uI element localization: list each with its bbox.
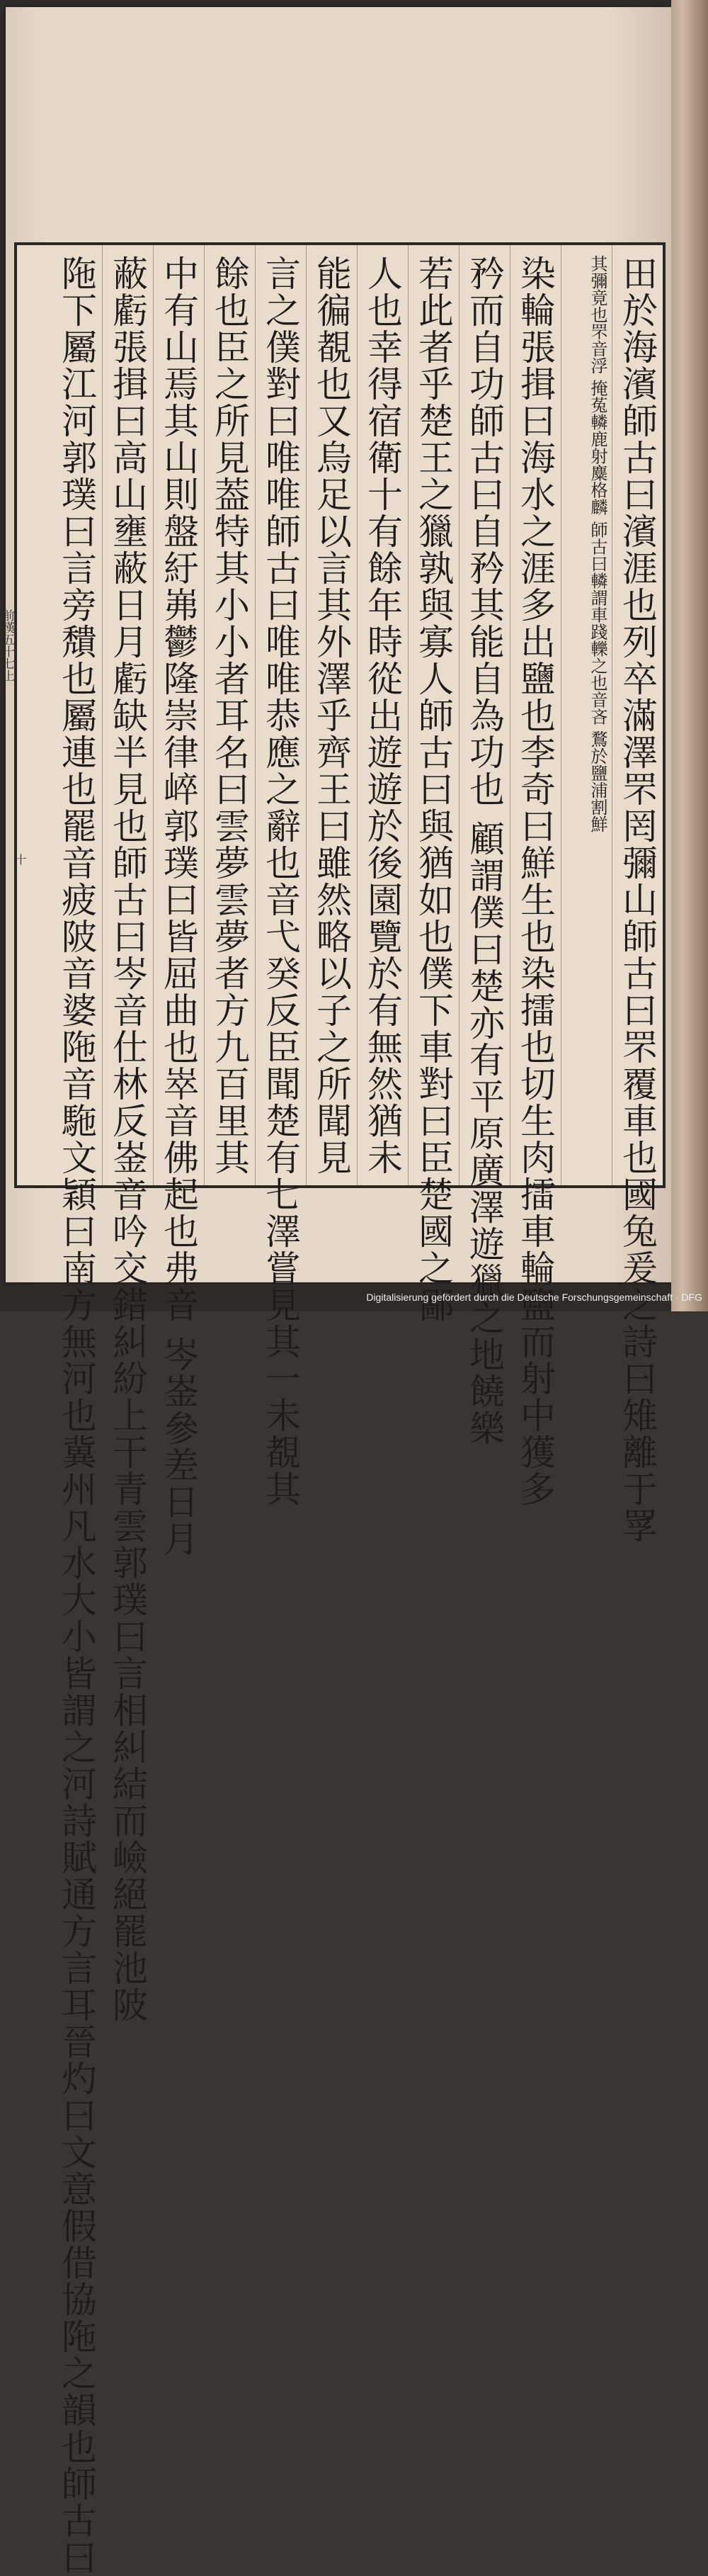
text-column-6: 人也幸得宿衛十有餘年時從出遊遊於後園覽於有無然猶未: [362, 255, 403, 1176]
adjacent-page-edge: [671, 0, 708, 1311]
digitization-credit: Digitalisierung gefördert durch die Deutsche Forschungsgemeinschaft · DFG: [366, 1292, 702, 1303]
column-rule: [357, 245, 358, 1185]
text-column-8: 言之僕對曰唯唯師古曰唯唯恭應之辭也音弋癸反臣聞楚有七澤嘗見其一未覩其: [260, 255, 301, 1508]
volume-side-label: 前漢五十七上: [0, 609, 14, 682]
column-rule: [255, 245, 256, 1185]
text-column-10: 中有山焉其山則盤紆岪鬱隆崇律崪郭璞曰皆屈曲也崒音佛起也弗音 岑崟參差日月: [158, 255, 199, 1557]
text-column-11: 蔽虧張揖曰高山壅蔽日月虧缺半見也師古曰岑音仕林反崟音吟交錯糾紛上干青雲郭璞曰言相糾結而嶮絕罷池陂: [107, 255, 148, 2023]
text-column-12: 陁下屬江河郭璞曰言旁穨也屬連也罷音疲陂音婆陁音駞文穎曰南方無河也冀州凡水大小皆謂之河詩賦通方言耳晉灼曰文意假借協陁之韻也師古曰: [56, 255, 97, 2576]
text-column-7: 能徧覩也又烏足以言其外澤乎齊王曰雖然略以子之所聞見: [311, 255, 352, 1176]
column-rule: [204, 245, 205, 1185]
column-rule: [306, 245, 307, 1185]
text-column-9: 餘也臣之所見葢特其小小者耳名曰雲夢雲夢者方九百里其: [209, 255, 250, 1176]
text-column-2: 其彌竟也罘音浮 掩菟轔鹿射麋格麟 師古曰轔謂車踐轢之也音吝 鶩於鹽浦割鮮: [588, 255, 607, 832]
column-rule: [102, 245, 103, 1185]
text-column-1: 田於海濱師古曰濱涯也列卒滿澤罘罔彌山師古曰罘覆車也國兔爰之詩曰雉離于罦: [617, 255, 658, 1544]
page-number: 十: [13, 854, 27, 865]
text-column-4: 矜而自功師古曰自矜其能自為功也 顧謂僕曰楚亦有平原廣澤遊獵之地饒樂: [464, 255, 505, 1447]
text-column-3: 染輪張揖曰海水之涯多出鹽也李奇曰鮮生也染擂也切生肉擂車輪鹽而射中獲多: [515, 255, 556, 1508]
text-column-5: 若此者乎楚王之獵孰與寡人師古曰與猶如也僕下車對曰臣楚國之鄙: [413, 255, 454, 1323]
column-rule: [153, 245, 154, 1185]
column-rule: [408, 245, 409, 1185]
